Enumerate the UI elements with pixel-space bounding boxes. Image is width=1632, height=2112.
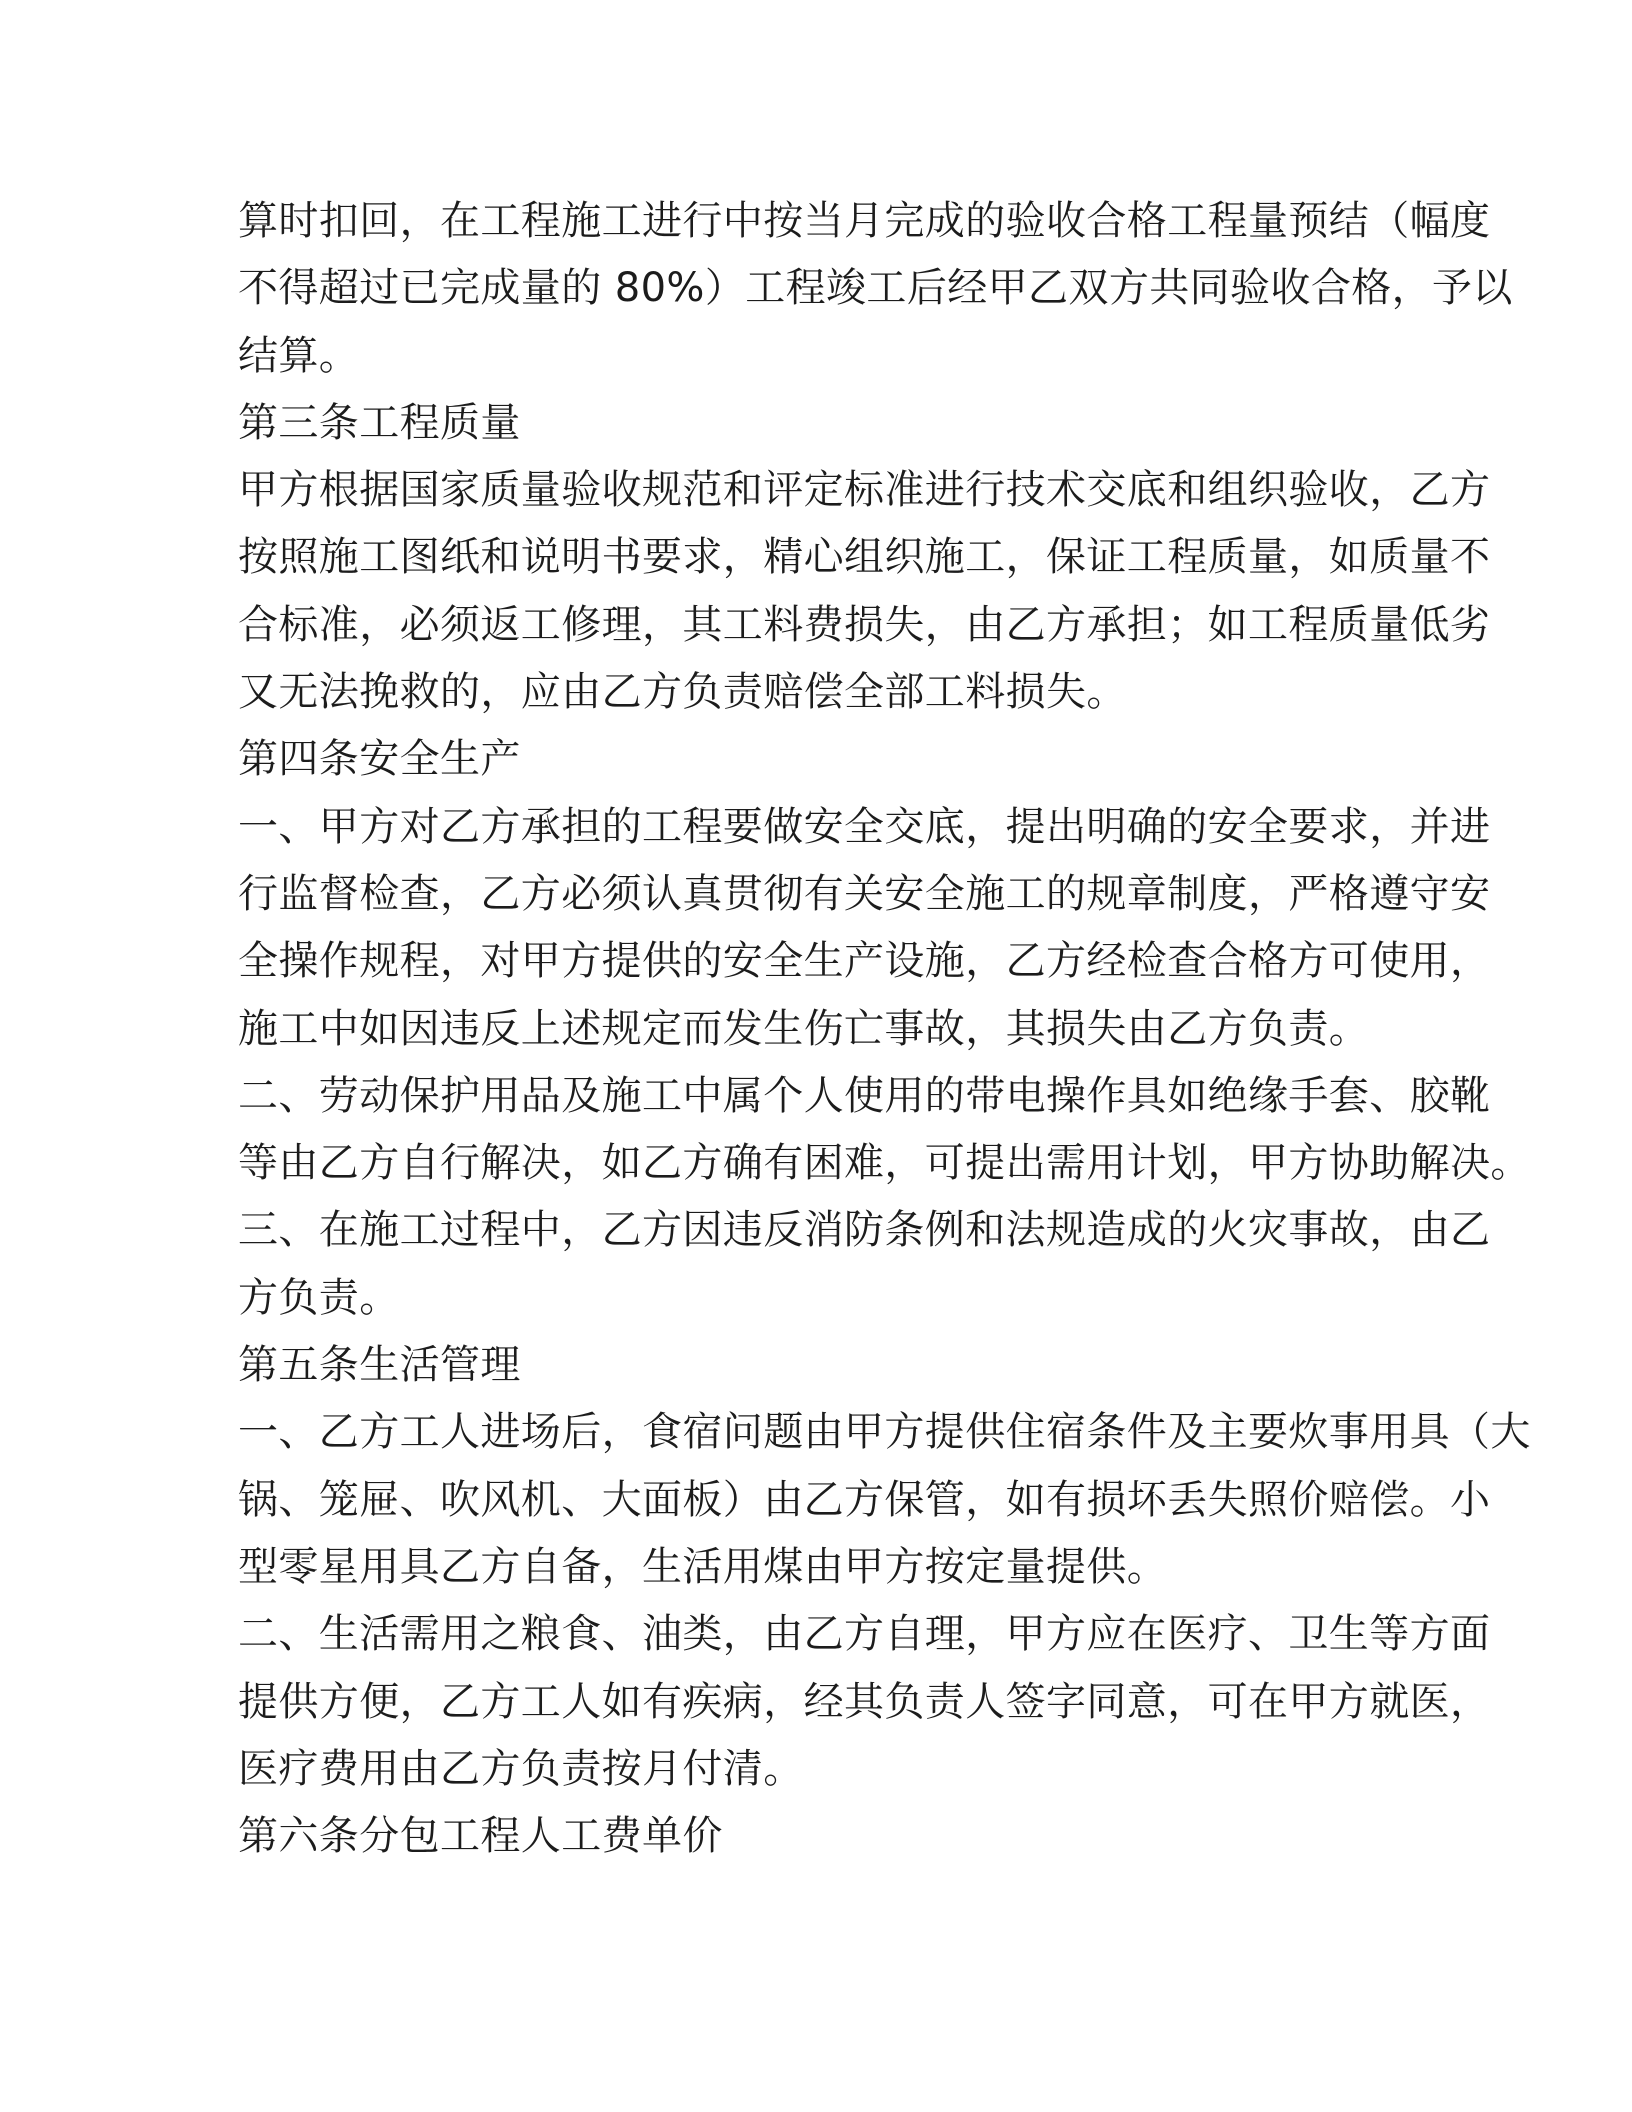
body-line: 提供方便，乙方工人如有疾病，经其负责人签字同意，可在甲方就医， (238, 1678, 1491, 1725)
body-line: 二、生活需用之粮食、油类，由乙方自理，甲方应在医疗、卫生等方面 (238, 1611, 1491, 1658)
body-line: 型零星用具乙方自备，生活用煤由甲方按定量提供。 (238, 1543, 1168, 1590)
section-heading: 第三条工程质量 (238, 399, 521, 446)
body-line: 全操作规程，对甲方提供的安全生产设施，乙方经检查合格方可使用， (238, 938, 1491, 985)
body-line: 锅、笼屉、吹风机、大面板）由乙方保管，如有损坏丢失照价赔偿。小 (238, 1476, 1491, 1523)
body-line: 二、劳动保护用品及施工中属个人使用的带电操作具如绝缘手套、胶靴 (238, 1072, 1491, 1119)
body-line: 一、乙方工人进场后，食宿问题由甲方提供住宿条件及主要炊事用具（大 (238, 1409, 1531, 1456)
body-line: 甲方根据国家质量验收规范和评定标准进行技术交底和组织验收，乙方 (238, 467, 1491, 514)
body-line: 又无法挽救的，应由乙方负责赔偿全部工料损失。 (238, 669, 1127, 716)
section-heading: 第四条安全生产 (238, 736, 521, 783)
body-line: 不得超过已完成量的 80%）工程竣工后经甲乙双方共同验收合格，予以 (238, 265, 1513, 312)
section-heading: 第六条分包工程人工费单价 (238, 1813, 723, 1860)
body-line: 行监督检查，乙方必须认真贯彻有关安全施工的规章制度，严格遵守安 (238, 870, 1491, 917)
body-line: 算时扣回，在工程施工进行中按当月完成的验收合格工程量预结（幅度 (238, 198, 1491, 244)
body-line: 医疗费用由乙方负责按月付清。 (238, 1745, 804, 1792)
body-line: 一、甲方对乙方承担的工程要做安全交底，提出明确的安全要求，并进 (238, 803, 1491, 850)
body-line: 按照施工图纸和说明书要求，精心组织施工，保证工程质量，如质量不 (238, 534, 1491, 581)
body-line: 合标准，必须返工修理，其工料费损失，由乙方承担；如工程质量低劣 (238, 601, 1491, 648)
body-line: 结算。 (238, 332, 360, 379)
section-heading: 第五条生活管理 (238, 1342, 521, 1389)
document-body (238, 188, 1531, 1870)
body-line: 等由乙方自行解决，如乙方确有困难，可提出需用计划，甲方协助解决。 (238, 1140, 1531, 1187)
body-line: 三、在施工过程中，乙方因违反消防条例和法规造成的火灾事故，由乙 (238, 1207, 1491, 1254)
body-line: 方负责。 (238, 1274, 400, 1321)
body-line: 施工中如因违反上述规定而发生伤亡事故，其损失由乙方负责。 (238, 1005, 1370, 1052)
